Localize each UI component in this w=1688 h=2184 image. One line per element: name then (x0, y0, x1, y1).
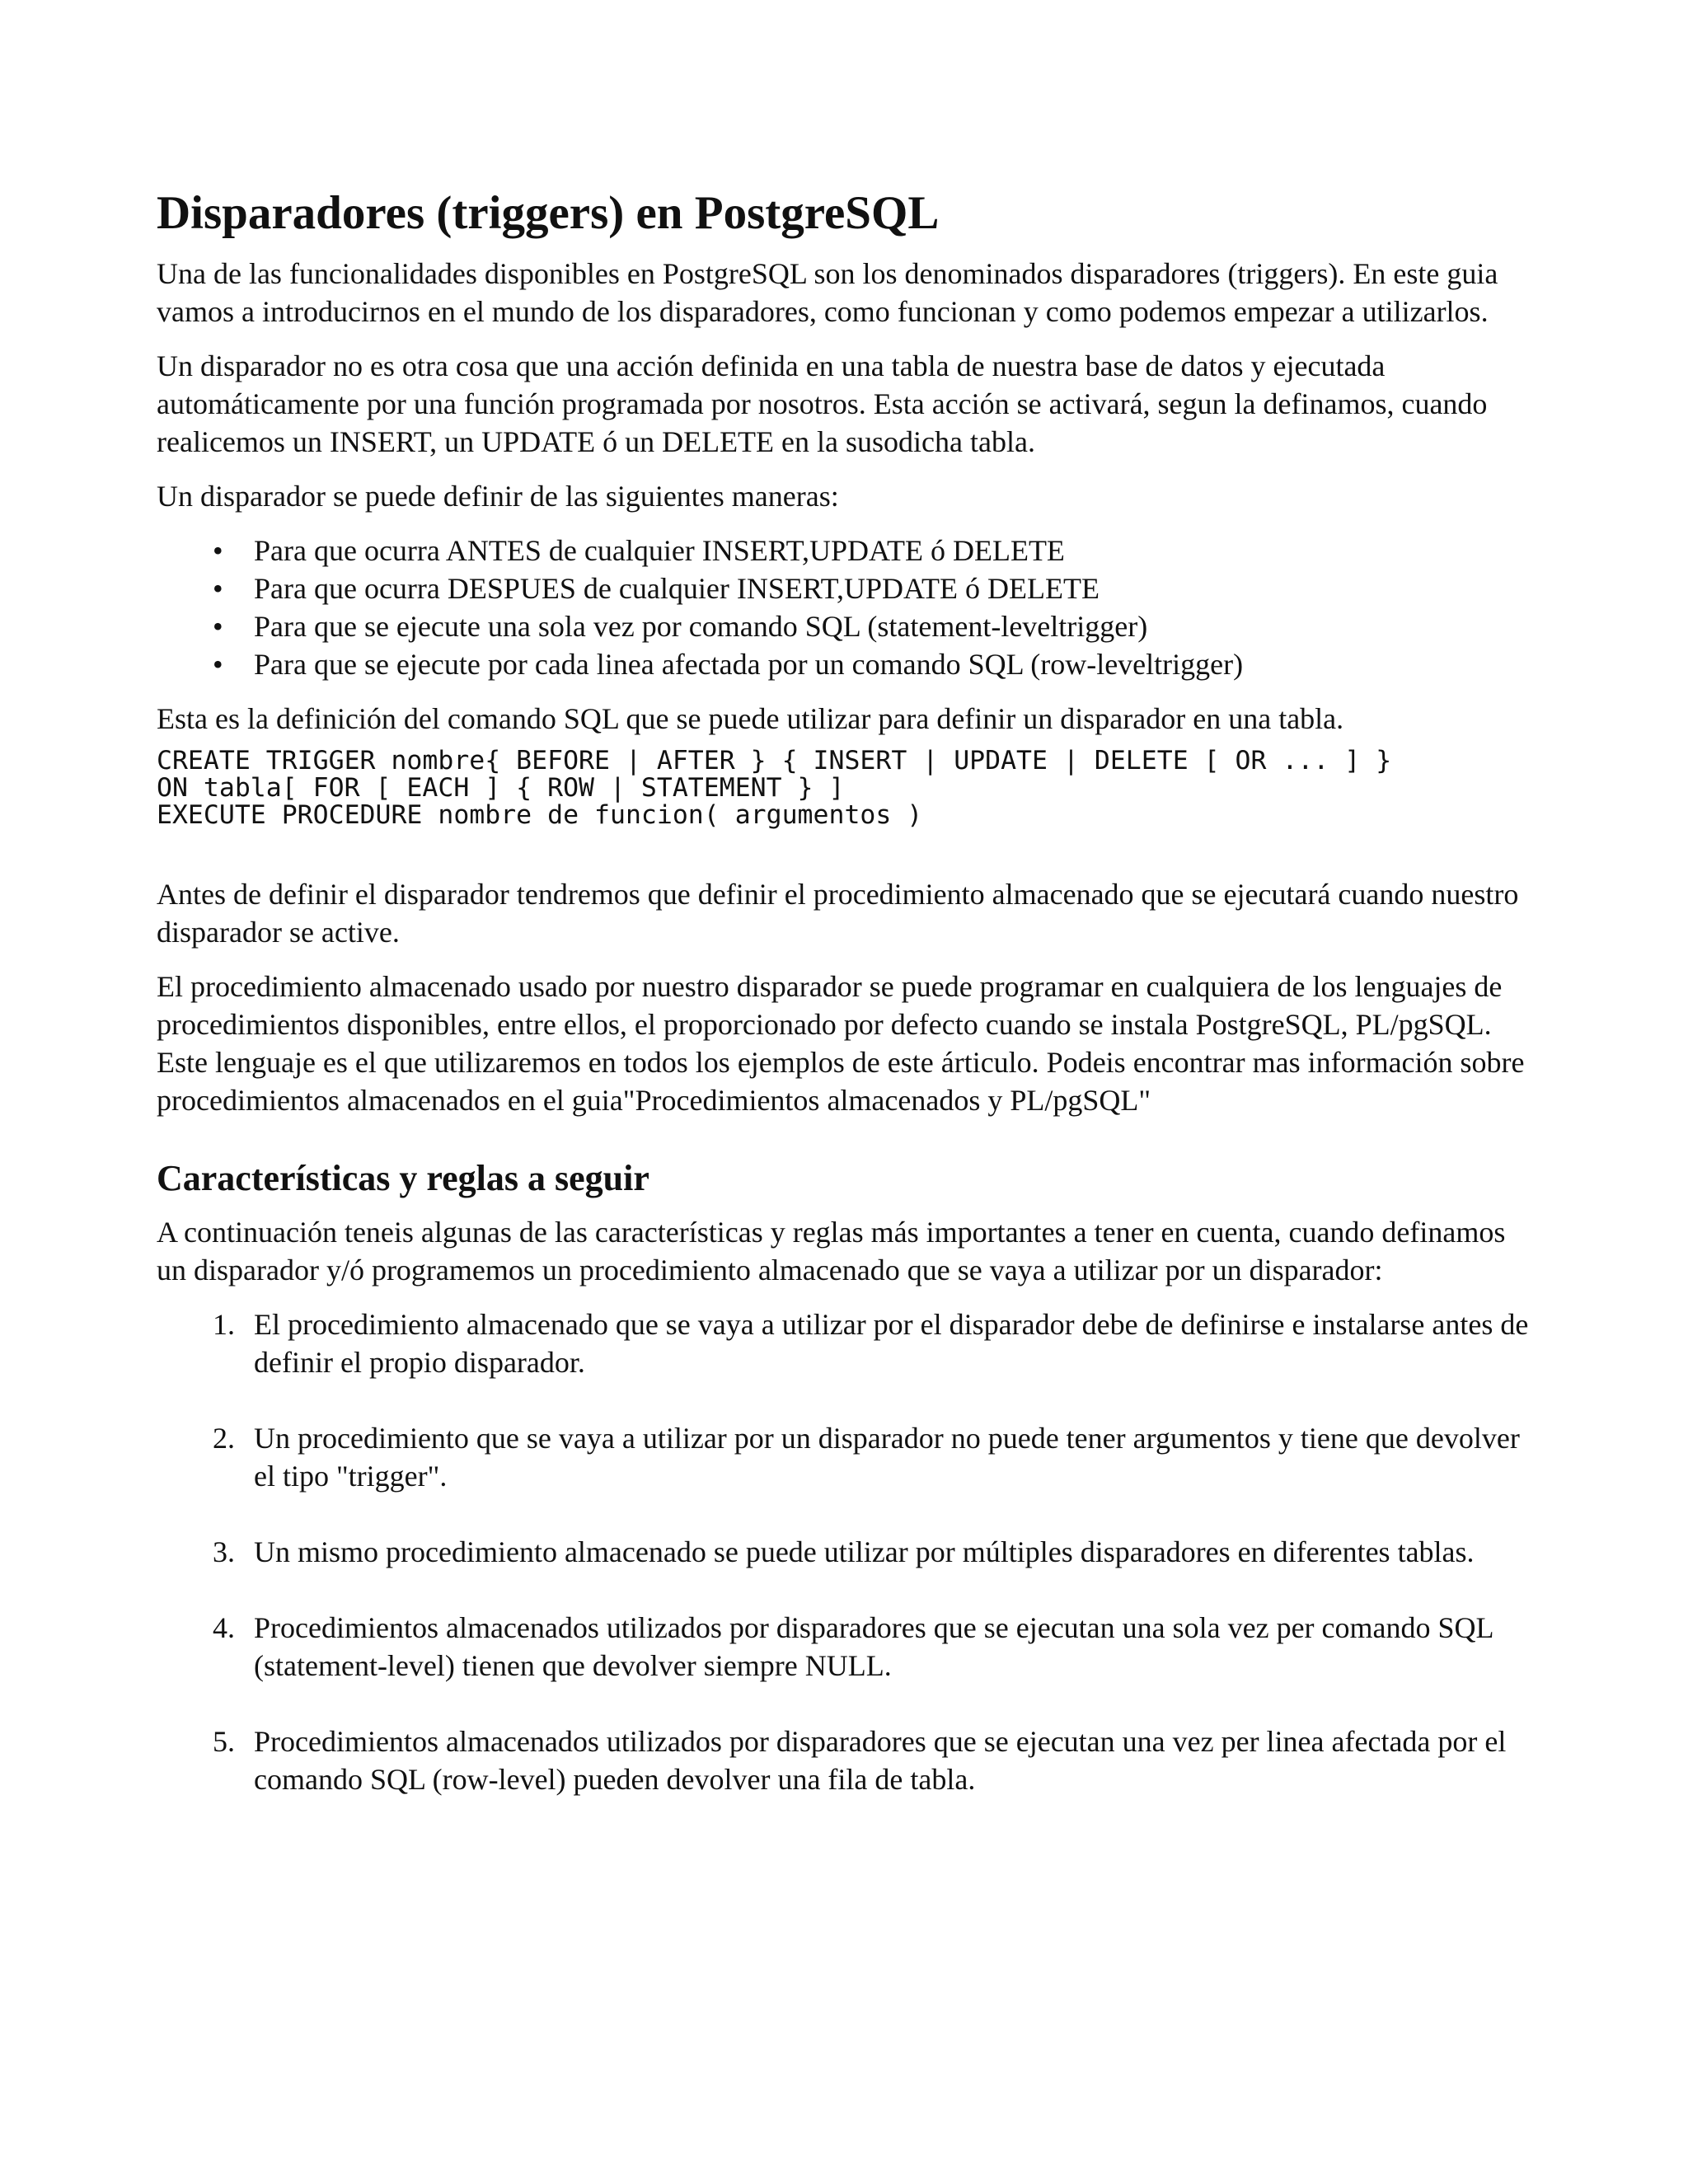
list-number: 4. (213, 1611, 235, 1644)
bullet-icon: • (213, 534, 223, 567)
section-intro: A continuación teneis algunas de las características y reglas más importantes a tener en cuenta, cuando definamos un disparador y/ó programemos un procedimiento almacenado que se vaya a utilizar por un disparador: (157, 1216, 1506, 1286)
list-number: 5. (213, 1725, 235, 1758)
list-item (157, 1722, 1533, 1798)
definition-intro: Esta es la definición del comando SQL que se puede utilizar para definir un disparador en una tabla. (157, 702, 1344, 735)
list-item-text: El procedimiento almacenado que se vaya a utilizar por el disparador debe de definirse e instalarse antes de definir el propio disparador. (254, 1308, 1529, 1379)
page-title: Disparadores (triggers) en PostgreSQL (157, 187, 940, 239)
list-item-text: Procedimientos almacenados utilizados por disparadores que se ejecutan una sola vez per comando SQL (statement-level) tienen que devolver siempre NULL. (254, 1611, 1493, 1682)
bullet-icon: • (213, 572, 223, 605)
list-number: 3. (213, 1535, 235, 1568)
intro-paragraph-1: Una de las funcionalidades disponibles en PostgreSQL son los denominados disparadores (triggers). En este guia vamos a introducirnos en el mundo de los disparadores, como funcionan y como podemos empezar a utilizarlos. (157, 257, 1498, 328)
section-heading: Características y reglas a seguir (157, 1158, 649, 1198)
bullet-icon: • (213, 648, 223, 681)
list-item (157, 1419, 1533, 1495)
intro-paragraph-2: Un disparador no es otra cosa que una acción definida en una tabla de nuestra base de datos y ejecutada automáticamente por una función programada por nosotros. Esta acción se activará, segun la definamos, cuando realicemos un INSERT, un UPDATE ó un DELETE en la susodicha tabla. (157, 349, 1488, 458)
intro-paragraph-3: Un disparador se puede definir de las siguientes maneras: (157, 480, 839, 513)
document-page (157, 185, 1533, 1836)
list-item-text: Para que se ejecute una sola vez por comando SQL (statement-leveltrigger) (254, 610, 1148, 643)
after-code-paragraph-1: Antes de definir el disparador tendremos que definir el procedimiento almacenado que se ejecutará cuando nuestro disparador se active. (157, 878, 1519, 949)
list-item (157, 1533, 1533, 1571)
trigger-modes-list (157, 532, 1533, 683)
rules-list (157, 1305, 1533, 1798)
list-item-text: Procedimientos almacenados utilizados por disparadores que se ejecutan una vez per linea afectada por el comando SQL (row-level) pueden devolver una fila de tabla. (254, 1725, 1507, 1796)
list-item (157, 1609, 1533, 1685)
list-item (157, 569, 1533, 607)
list-item-text: Un procedimiento que se vaya a utilizar por un disparador no puede tener argumentos y tiene que devolver el tipo "trigger". (254, 1422, 1520, 1493)
list-item-text: Para que ocurra ANTES de cualquier INSERT,UPDATE ó DELETE (254, 534, 1065, 567)
list-item-text: Para que se ejecute por cada linea afectada por un comando SQL (row-leveltrigger) (254, 648, 1244, 681)
list-item (157, 645, 1533, 683)
list-item (157, 607, 1533, 645)
list-number: 2. (213, 1422, 235, 1455)
list-item-text: Un mismo procedimiento almacenado se puede utilizar por múltiples disparadores en diferentes tablas. (254, 1535, 1475, 1568)
list-item (157, 532, 1533, 569)
after-code-paragraph-2: El procedimiento almacenado usado por nuestro disparador se puede programar en cualquiera de los lenguajes de procedimientos disponibles, entre ellos, el proporcionado por defecto cuando se instala PostgreSQL, PL/pgSQL. Este lenguaje es el que utilizaremos en todos los ejemplos de este árticulo. Podeis encontrar mas información sobre procedimientos almacenados en el guia"Procedimientos almacenados y PL/pgSQL" (157, 970, 1525, 1117)
create-trigger-code-block: CREATE TRIGGER nombre{ BEFORE | AFTER } { INSERT | UPDATE | DELETE [ OR ... ] } ON tabla[ FOR [ EACH ] { ROW | STATEMENT } ] EXECUTE PROCEDURE nombre de funcion( argumentos ) (157, 746, 1392, 830)
list-item-text: Para que ocurra DESPUES de cualquier INSERT,UPDATE ó DELETE (254, 572, 1100, 605)
list-number: 1. (213, 1308, 235, 1341)
list-item (157, 1305, 1533, 1381)
bullet-icon: • (213, 610, 223, 643)
